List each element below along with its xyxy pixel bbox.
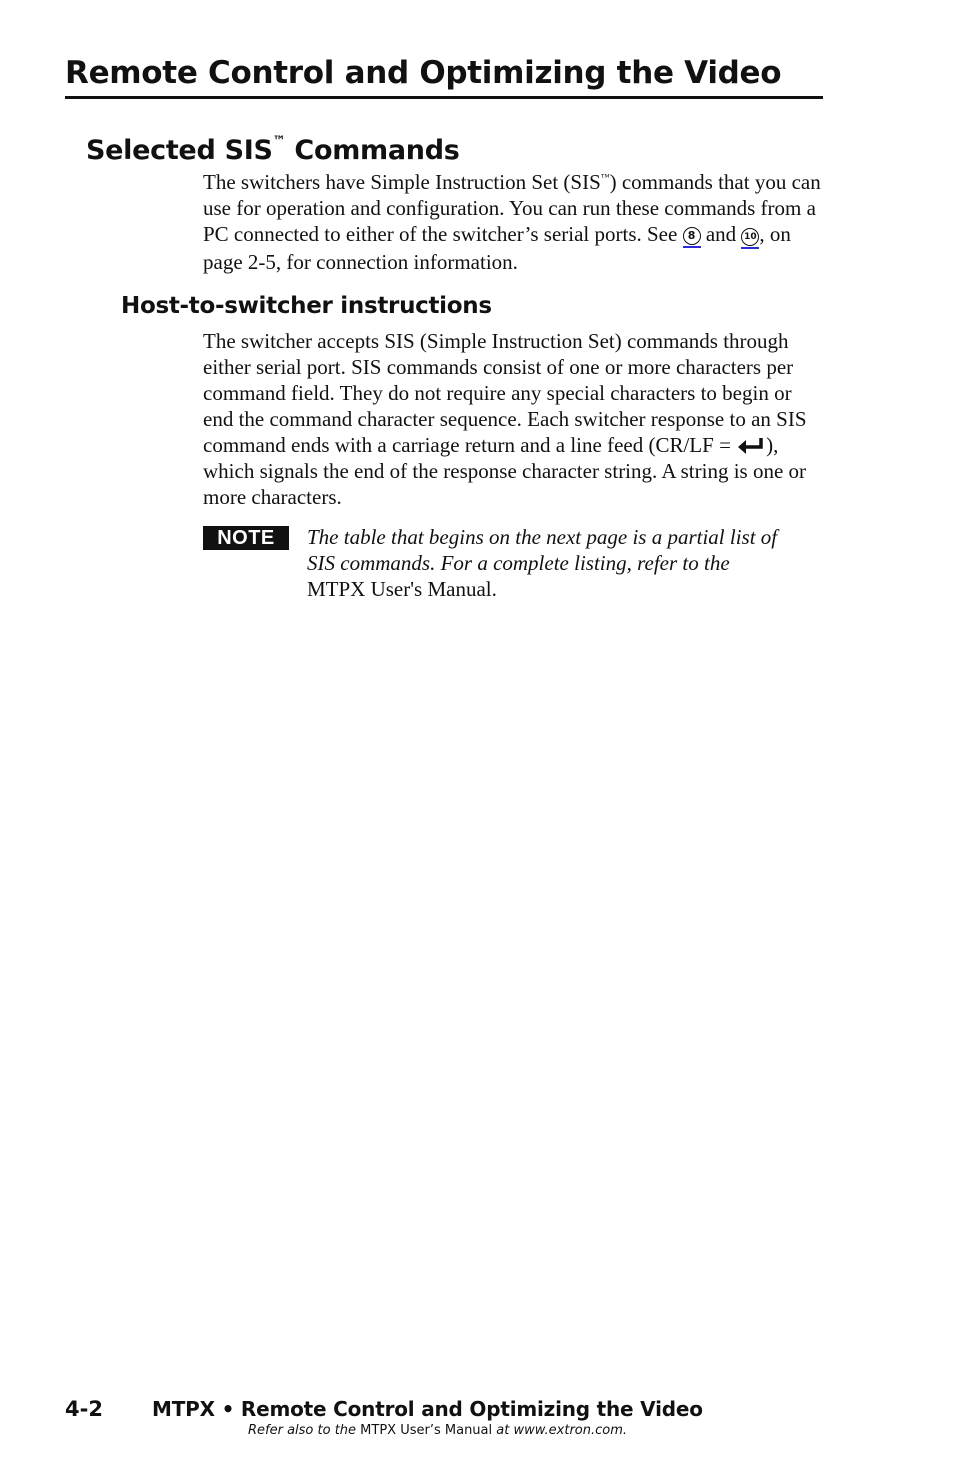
note-plain-text: MTPX User's Manual. [307,577,497,601]
note-badge: NOTE [203,526,289,550]
intro-text-3: and [700,222,742,246]
trademark-symbol: ™ [272,134,286,149]
section-title-rest: Commands [285,135,460,166]
intro-text-4: , on page 2-5, for connection information. [203,222,791,274]
connector-ref-10-link[interactable] [741,225,759,249]
chapter-title: Remote Control and Optimizing the Video [65,54,823,99]
circled-number-8-icon: 8 [683,227,701,245]
section-title [86,124,460,169]
host-text-1: The switcher accepts SIS (Simple Instruction Set) commands through either serial port. SIS commands consist of one or more characters per command field. They do not require any special characters to begin or end the command character sequence. Each switcher response to an SIS command ends with a carriage return and a line feed (CR/LF = [203,329,807,457]
footer-ref-c: at www.extron.com. [496,1423,628,1438]
footer-ref-b: MTPX User’s Manual [356,1423,497,1438]
carriage-return-icon [736,436,766,454]
footer-title: MTPX • Remote Control and Optimizing the Video [152,1397,703,1421]
intro-text-2: ) commands that you can use for operation and configuration. You can run these commands from a PC connected to either of the switcher’s serial ports. See [203,170,821,246]
connector-ref-8-link[interactable] [683,225,701,248]
circled-number-10-icon: 10 [741,228,759,246]
note-italic-text: The table that begins on the next page is a partial list of SIS commands. For a complete listing, refer to the [307,525,778,575]
intro-text-1: The switchers have Simple Instruction Set (SIS [203,170,601,194]
host-instructions-paragraph [203,328,827,510]
page-number: 4-2 [65,1397,103,1421]
section-title-text: Selected SIS [86,135,273,166]
trademark-symbol-small: ™ [600,172,610,182]
footer-ref-a: Refer also to the [248,1423,357,1438]
footer-reference [248,1421,627,1441]
intro-paragraph [203,164,827,275]
subsection-title: Host-to-switcher instructions [121,293,492,319]
note-text [307,524,787,602]
host-text-2: ), which signals the end of the response character string. A string is one or more characters. [203,433,807,509]
